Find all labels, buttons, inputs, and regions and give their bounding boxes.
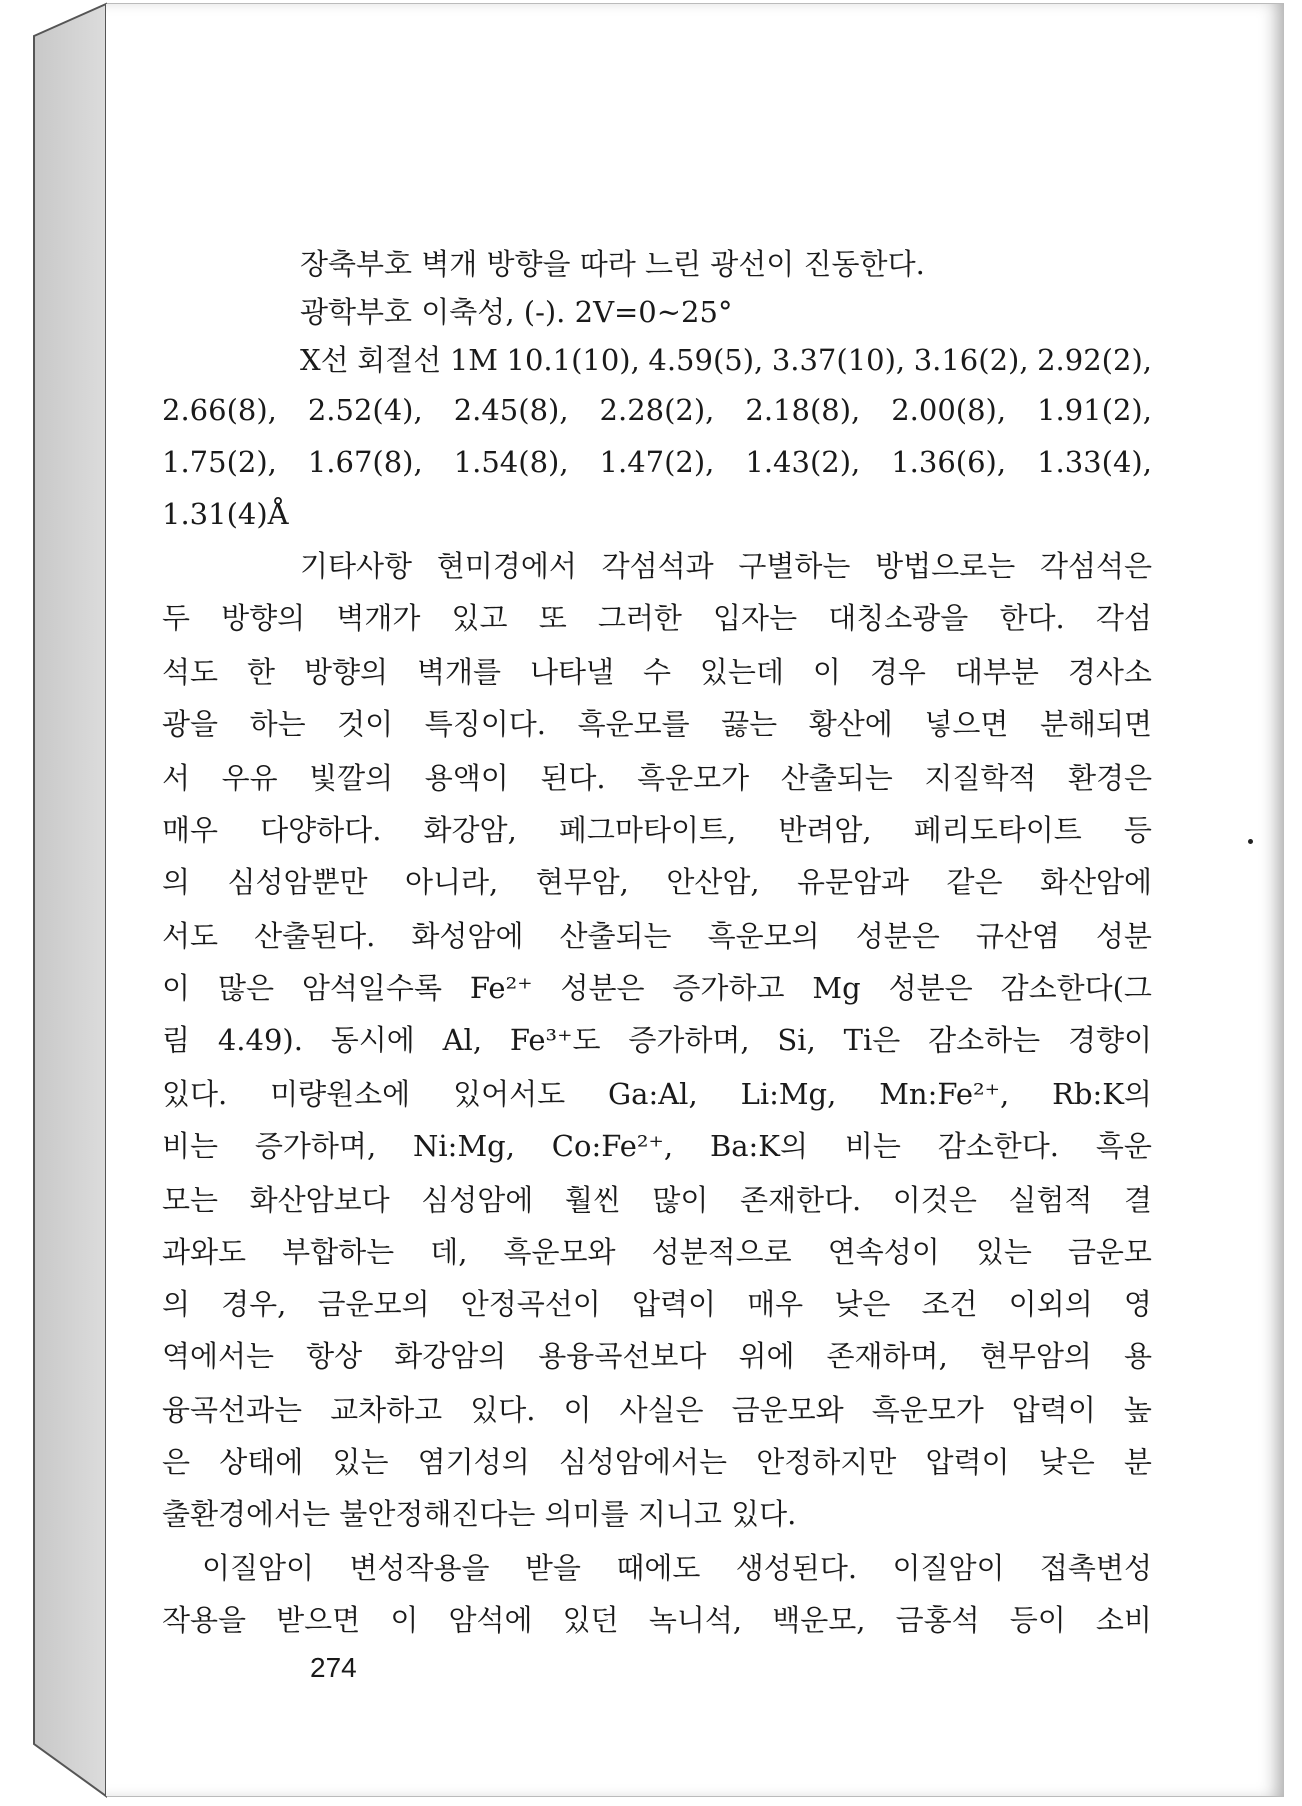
word: 안산암, xyxy=(666,865,760,899)
word: 화강암의 xyxy=(394,1339,507,1373)
word: 각섬석과 xyxy=(601,549,714,583)
word: 1.54(8), xyxy=(453,445,569,479)
text-line: 출환경에서는 불안정해진다는 의미를 지니고 있다. xyxy=(162,1497,797,1531)
word: Li:Mg, xyxy=(740,1077,837,1111)
word: 의 xyxy=(162,865,191,899)
word: 감소한다. xyxy=(937,1129,1060,1163)
word: 변성작용을 xyxy=(349,1551,490,1585)
word: 부합하는 xyxy=(282,1235,395,1269)
word: 받을 xyxy=(524,1551,581,1585)
word: 동시에 xyxy=(330,1023,415,1057)
word: 받으면 xyxy=(276,1603,361,1637)
word: 회절선 xyxy=(357,343,442,377)
text-line: 1.31(4)Å xyxy=(162,497,289,531)
word: 모는 xyxy=(162,1183,219,1217)
word: 금홍석 xyxy=(895,1603,980,1637)
word: 안정하지만 xyxy=(756,1445,897,1479)
word: Si, xyxy=(777,1023,816,1057)
text-line xyxy=(202,1546,1152,1590)
word: 있는 xyxy=(332,1445,389,1479)
word: 방향의 xyxy=(221,601,306,635)
word: 1.43(2), xyxy=(745,445,861,479)
word: 흑운 xyxy=(1095,1129,1152,1163)
word: 그러한 xyxy=(597,601,682,635)
word: 흑운모가 xyxy=(871,1393,984,1427)
word: 심성암에서는 xyxy=(558,1445,727,1479)
word: 두 xyxy=(162,601,191,635)
word: 성분은 xyxy=(855,919,940,953)
word: 페리도타이트 xyxy=(913,813,1082,847)
word: 2.45(8), xyxy=(453,393,569,427)
word: 항상 xyxy=(306,1339,363,1373)
word: Rb:K의 xyxy=(1052,1077,1152,1111)
word: 과와도 xyxy=(162,1235,247,1269)
word: 반려암, xyxy=(778,813,872,847)
word: 같은 xyxy=(946,865,1003,899)
word: 이 xyxy=(563,1393,592,1427)
word: 현무암, xyxy=(535,865,629,899)
word: 산출되는 xyxy=(559,919,672,953)
text-line xyxy=(162,1230,1152,1274)
text-line xyxy=(162,1388,1152,1432)
word: 용 xyxy=(1123,1339,1152,1373)
text-line xyxy=(162,440,1152,484)
word: 생성된다. xyxy=(735,1551,858,1585)
word: 상태에 xyxy=(219,1445,304,1479)
word: 있다. xyxy=(470,1393,536,1427)
text-line xyxy=(162,650,1152,694)
word: 존재하며, xyxy=(826,1339,948,1373)
word: 접촉변성 xyxy=(1039,1551,1152,1585)
word: 빛깔의 xyxy=(309,761,394,795)
word: 수 xyxy=(642,655,671,689)
text-line xyxy=(300,544,1152,588)
text-line xyxy=(162,388,1152,432)
word: 벽개가 xyxy=(336,601,421,635)
word: 성분은 xyxy=(888,971,973,1005)
word: 이 xyxy=(162,971,191,1005)
word: 화강암, xyxy=(423,813,517,847)
word: 2.52(4), xyxy=(307,393,423,427)
text-line xyxy=(300,338,1152,382)
word: 화산암에 xyxy=(1039,865,1152,899)
word: 아니라, xyxy=(404,865,499,899)
word: 융곡선과는 xyxy=(162,1393,303,1427)
word: Fe³⁺도 xyxy=(509,1023,601,1057)
word: 매우 xyxy=(747,1287,804,1321)
word: 소비 xyxy=(1095,1603,1152,1637)
text-line xyxy=(162,914,1152,958)
word: 입자는 xyxy=(713,601,798,635)
text-line: 장축부호 벽개 방향을 따라 느린 광선이 진동한다. xyxy=(300,247,925,281)
text-line xyxy=(162,1282,1152,1326)
text-line xyxy=(162,1598,1152,1642)
word: 증가하고 xyxy=(672,971,785,1005)
word: Fe²⁺ xyxy=(469,971,533,1005)
word: 지질학적 xyxy=(924,761,1037,795)
word: 사실은 xyxy=(619,1393,704,1427)
word: 3.37(10), xyxy=(771,343,906,377)
word: Ni:Mg, xyxy=(413,1129,515,1163)
word: 은 xyxy=(162,1445,191,1479)
word: 녹니석, xyxy=(648,1603,743,1637)
word: 백운모, xyxy=(772,1603,866,1637)
word: 1.91(2), xyxy=(1037,393,1152,427)
word: 이것은 xyxy=(892,1183,977,1217)
word: 있는데 xyxy=(699,655,784,689)
word: 것이 xyxy=(337,707,394,741)
word: 이질암이 xyxy=(892,1551,1005,1585)
word: 산출된다. xyxy=(254,919,376,953)
word: 연속성이 xyxy=(827,1235,940,1269)
word: 교차하고 xyxy=(330,1393,443,1427)
word: 1.67(8), xyxy=(307,445,423,479)
word: 작용을 xyxy=(162,1603,247,1637)
word: 끓는 xyxy=(721,707,778,741)
word: 구별하는 xyxy=(738,549,851,583)
word: 압력이 xyxy=(925,1445,1010,1479)
text-line xyxy=(162,702,1152,746)
word: 때에도 xyxy=(616,1551,701,1585)
word: 산출되는 xyxy=(780,761,893,795)
word: 역에서는 xyxy=(162,1339,275,1373)
word: 이 xyxy=(390,1603,419,1637)
word: 높 xyxy=(1123,1393,1152,1427)
word: 현무암의 xyxy=(979,1339,1092,1373)
word: 있던 xyxy=(562,1603,619,1637)
word: 있어서도 xyxy=(453,1077,566,1111)
word: 데, xyxy=(430,1235,468,1269)
word: 심성암에 xyxy=(421,1183,534,1217)
word: 등 xyxy=(1123,813,1152,847)
word: 흑운모와 xyxy=(503,1235,616,1269)
word: 영 xyxy=(1123,1287,1152,1321)
word: Ga:Al, xyxy=(608,1077,698,1111)
word: 흑운모의 xyxy=(707,919,820,953)
word: 1.36(6), xyxy=(891,445,1007,479)
word: 서 xyxy=(162,761,191,795)
word: 4.49). xyxy=(217,1023,303,1057)
text-line xyxy=(162,860,1152,904)
word: 우유 xyxy=(221,761,278,795)
word: 금운모 xyxy=(1067,1235,1152,1269)
word: 금운모와 xyxy=(731,1393,844,1427)
word: 증가하며, xyxy=(628,1023,750,1057)
word: 감소하는 xyxy=(928,1023,1041,1057)
word: Al, xyxy=(442,1023,483,1057)
word: 경우, xyxy=(221,1287,287,1321)
word: 기타사항 xyxy=(300,549,413,583)
word: Ba:K의 xyxy=(709,1129,808,1163)
word: 다양하다. xyxy=(260,813,382,847)
word: 페그마타이트, xyxy=(558,813,737,847)
word: 낮은 xyxy=(834,1287,891,1321)
word: 1M xyxy=(449,343,498,377)
word: 황산에 xyxy=(808,707,893,741)
word: 감소한다(그 xyxy=(1000,971,1152,1005)
word: 성분은 xyxy=(560,971,645,1005)
word: 실험적 xyxy=(1008,1183,1093,1217)
word: 증가하며, xyxy=(254,1129,377,1163)
word: 존재한다. xyxy=(739,1183,862,1217)
word: 석도 xyxy=(162,655,219,689)
word: 림 xyxy=(162,1023,191,1057)
word: 낮은 xyxy=(1038,1445,1095,1479)
word: 특징이다. xyxy=(424,707,547,741)
word: 이 xyxy=(812,655,841,689)
word: 안정곡선이 xyxy=(460,1287,601,1321)
word: 비는 xyxy=(162,1129,219,1163)
word: 화성암에 xyxy=(411,919,524,953)
word: 각섬석은 xyxy=(1039,549,1152,583)
word: X선 xyxy=(300,343,349,377)
word: 2.00(8), xyxy=(891,393,1007,427)
word: Co:Fe²⁺, xyxy=(551,1129,674,1163)
word: 암석에 xyxy=(448,1603,533,1637)
word: 압력이 xyxy=(631,1287,717,1321)
word: 미량원소에 xyxy=(270,1077,411,1111)
word: 2.18(8), xyxy=(745,393,861,427)
word: 각섬 xyxy=(1095,601,1152,635)
word: 흑운모를 xyxy=(577,707,690,741)
word: 분해되면 xyxy=(1039,707,1152,741)
word: 있는 xyxy=(975,1235,1032,1269)
word: 금운모의 xyxy=(317,1287,430,1321)
word: 조건 xyxy=(921,1287,978,1321)
word: 현미경에서 xyxy=(436,549,577,583)
word: 또 xyxy=(538,601,567,635)
text-line xyxy=(162,756,1152,800)
word: 광을 xyxy=(162,707,219,741)
word: 서도 xyxy=(162,919,219,953)
word: 용액이 xyxy=(424,761,509,795)
text-line xyxy=(162,966,1152,1010)
word: 넣으면 xyxy=(924,707,1009,741)
text-line xyxy=(162,1072,1152,1116)
word: 있고 xyxy=(451,601,508,635)
text-line xyxy=(162,596,1152,640)
word: 나타낼 xyxy=(529,655,614,689)
word: 10.1(10), xyxy=(506,343,640,377)
word: 흑운모가 xyxy=(637,761,750,795)
word: 비는 xyxy=(844,1129,901,1163)
word: Ti은 xyxy=(843,1023,901,1057)
word: 1.75(2), xyxy=(162,445,277,479)
word: 화산암보다 xyxy=(249,1183,390,1217)
word: 경사소 xyxy=(1067,655,1152,689)
word: 위에 xyxy=(738,1339,795,1373)
word: 의 xyxy=(162,1287,191,1321)
word: 경향이 xyxy=(1067,1023,1152,1057)
word: 대칭소광을 xyxy=(828,601,969,635)
text-line xyxy=(162,1334,1152,1378)
word: 2.66(8), xyxy=(162,393,277,427)
text-line: 광학부호 이축성, (-). 2V=0~25° xyxy=(300,295,733,329)
word: Mn:Fe²⁺, xyxy=(879,1077,1010,1111)
word: 매우 xyxy=(162,813,219,847)
word: 경우 xyxy=(869,655,926,689)
text-line xyxy=(162,1178,1152,1222)
word: 벽개를 xyxy=(416,655,501,689)
word: 2.92(2), xyxy=(1037,343,1152,377)
word: 한 xyxy=(246,655,275,689)
word: 암석일수록 xyxy=(301,971,442,1005)
word: 1.47(2), xyxy=(599,445,715,479)
word: 2.28(2), xyxy=(599,393,715,427)
word: 된다. xyxy=(540,761,606,795)
word: 많이 xyxy=(652,1183,709,1217)
word: 방향의 xyxy=(303,655,388,689)
word: Mg xyxy=(812,971,861,1005)
word: 염기성의 xyxy=(417,1445,530,1479)
word: 하는 xyxy=(249,707,306,741)
word: 4.59(5), xyxy=(648,343,764,377)
page-number: 274 xyxy=(310,1652,357,1683)
word: 대부분 xyxy=(954,655,1039,689)
word: 결 xyxy=(1123,1183,1152,1217)
word: 한다. xyxy=(999,601,1065,635)
word: 3.16(2), xyxy=(913,343,1029,377)
word: 환경은 xyxy=(1067,761,1152,795)
word: 규산염 xyxy=(975,919,1060,953)
word: 유문암과 xyxy=(797,865,910,899)
speck xyxy=(1248,839,1253,844)
word: 분 xyxy=(1123,1445,1152,1479)
word: 성분 xyxy=(1095,919,1152,953)
word: 있다. xyxy=(162,1077,228,1111)
word: 1.33(4), xyxy=(1037,445,1152,479)
word: 심성암뿐만 xyxy=(227,865,368,899)
text-line xyxy=(162,808,1152,852)
text-line xyxy=(162,1124,1152,1168)
word: 훨씬 xyxy=(564,1183,621,1217)
word: 방법으로는 xyxy=(875,549,1016,583)
text-line xyxy=(162,1018,1152,1062)
word: 등이 xyxy=(1009,1603,1066,1637)
word: 성분적으로 xyxy=(651,1235,792,1269)
word: 압력이 xyxy=(1011,1393,1096,1427)
word: 많은 xyxy=(217,971,274,1005)
word: 용융곡선보다 xyxy=(538,1339,707,1373)
text-line xyxy=(162,1440,1152,1484)
word: 이외의 xyxy=(1008,1287,1093,1321)
word: 이질암이 xyxy=(202,1551,315,1585)
